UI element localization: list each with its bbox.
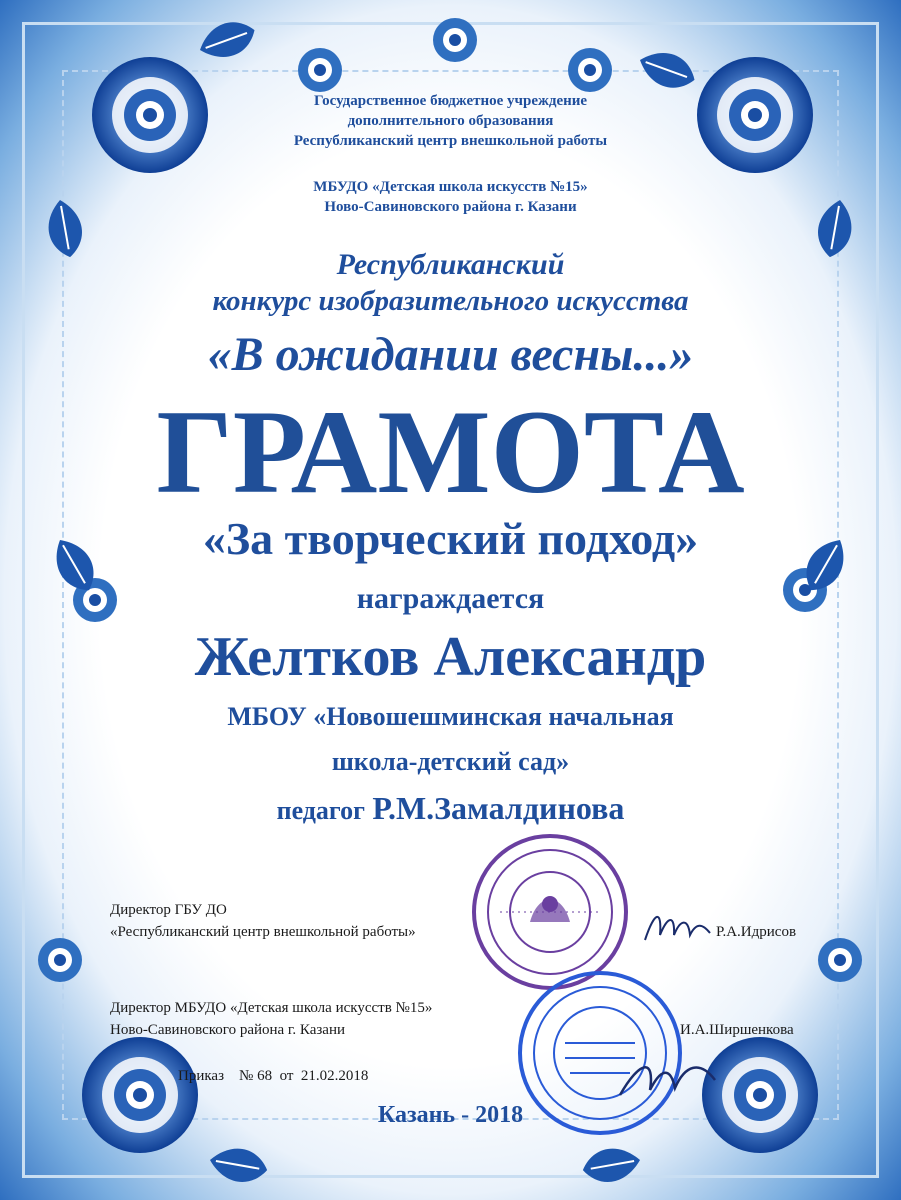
org-line-2: дополнительного образования xyxy=(347,113,554,129)
contest-line-2: конкурс изобразительного искусства xyxy=(212,285,689,317)
school-line-1: МБОУ «Новошешминская начальная xyxy=(227,702,674,731)
director1-name: Р.А.Идрисов xyxy=(716,924,797,940)
teacher-label: педагог xyxy=(276,796,365,825)
nomination: «За творческий подход» xyxy=(202,513,699,564)
teacher-line xyxy=(0,790,901,827)
awarded-label: награждается xyxy=(356,582,545,615)
school-line-2: школа-детский сад» xyxy=(331,747,570,776)
signature-1 xyxy=(640,905,720,955)
order-text: Приказ № 68 от 21.02.2018 xyxy=(178,1068,369,1084)
director2-line-1: Директор МБУДО «Детская школа искусств №15» xyxy=(110,1000,433,1016)
contest-name: «В ожидании весны...» xyxy=(207,328,694,381)
contest-line-1: Республиканский xyxy=(336,248,565,281)
org-line-1: Государственное бюджетное учреждение xyxy=(313,93,588,109)
org2-line-2: Ново-Савиновского района г. Казани xyxy=(324,199,577,215)
org2-line-1: МБУДО «Детская школа искусств №15» xyxy=(313,179,588,195)
director1-line-2: «Республиканский центр внешкольной работы» xyxy=(110,924,416,940)
recipient-name: Желтков Александр xyxy=(194,626,707,688)
certificate-title: ГРАМОТА xyxy=(156,385,745,518)
director1-line-1: Директор ГБУ ДО xyxy=(110,902,227,918)
director2-name: И.А.Ширшенкова xyxy=(680,1022,794,1038)
signature-2 xyxy=(615,1050,725,1110)
teacher-name: Р.М.Замалдинова xyxy=(372,790,625,826)
org-line-3: Республиканский центр внешкольной работы xyxy=(293,133,608,149)
director2-line-2: Ново-Савиновского района г. Казани xyxy=(110,1022,345,1038)
place-year: Казань - 2018 xyxy=(377,1102,524,1128)
